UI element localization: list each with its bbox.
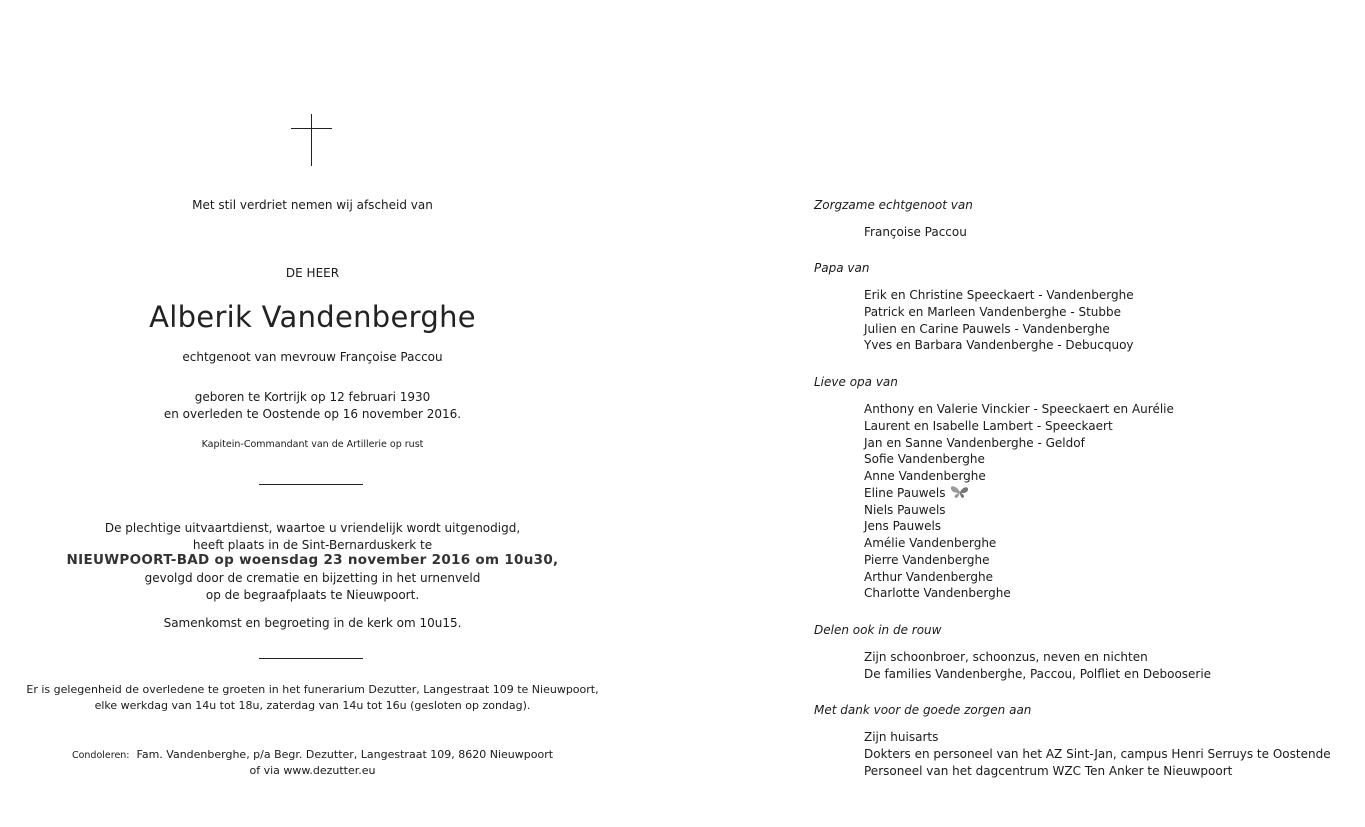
birth-line: geboren te Kortrijk op 12 februari 1930 (194, 390, 431, 404)
list-item: Jan en Sanne Vandenberghe - Geldof (864, 435, 1085, 450)
service-line-4: gevolgd door de crematie en bijzetting in het urnenveld (144, 571, 481, 585)
thanks-heading: Met dank voor de goede zorgen aan (814, 703, 1032, 717)
list-item: Charlotte Vandenberghe (864, 586, 1011, 601)
children-heading: Papa van (814, 261, 870, 275)
list-item: Pierre Vandenberghe (864, 552, 990, 567)
children-list (864, 287, 1134, 354)
list-item-label: Eline Pauwels (864, 485, 946, 500)
mourning-heading: Delen ook in de rouw (814, 623, 942, 637)
grandchildren-heading: Lieve opa van (814, 375, 898, 389)
butterfly-icon (949, 485, 971, 499)
condolences-label: Condoleren: (71, 750, 130, 761)
list-item: Zijn schoonbroer, schoonzus, neven en nichten (864, 650, 1148, 664)
list-item: Patrick en Marleen Vandenberghe - Stubbe (864, 304, 1122, 319)
visit-line-2: elke werkdag van 14u tot 18u, zaterdag van 14u tot 16u (gesloten op zondag). (94, 699, 531, 712)
list-item: De families Vandenberghe, Paccou, Polfliet en Debooserie (864, 666, 1212, 681)
list-item: Jens Pauwels (864, 519, 942, 534)
grandchildren-list (864, 401, 1174, 602)
service-line-5: op de begraafplaats te Nieuwpoort. (205, 588, 420, 602)
list-item: Françoise Paccou (864, 225, 967, 239)
list-item: Personeel van het dagcentrum WZC Ten Anker te Nieuwpoort (864, 763, 1233, 778)
death-line: en overleden te Oostende op 16 november 2016. (163, 407, 462, 421)
spouse-heading: Zorgzame echtgenoot van (814, 198, 973, 212)
intro-text: Met stil verdriet nemen wij afscheid van (192, 198, 433, 212)
list-item: Zijn huisarts (864, 730, 939, 744)
spouse-line: echtgenoot van mevrouw Françoise Paccou (182, 350, 443, 364)
list-item: Anne Vandenberghe (864, 469, 986, 483)
condolences-address: Fam. Vandenberghe, p/a Begr. Dezutter, Langestraat 109, 8620 Nieuwpoort (136, 748, 554, 761)
gathering-line: Samenkomst en begroeting in de kerk om 10u15. (163, 616, 462, 630)
list-item: Arthur Vandenberghe (864, 569, 993, 584)
list-item: Yves en Barbara Vandenberghe - Debucquoy (864, 338, 1134, 353)
list-item: Anthony en Valerie Vinckier - Speeckaert en Aurélie (864, 402, 1174, 416)
condolences-line-2: of via www.dezutter.eu (249, 764, 376, 777)
list-item: Sofie Vandenberghe (864, 452, 985, 467)
service-line-2: heeft plaats in de Sint-Bernarduskerk te (192, 538, 433, 552)
list-item: Laurent en Isabelle Lambert - Speeckaert (864, 418, 1113, 433)
list-item: Dokters en personeel van het AZ Sint-Jan, campus Henri Serruys te Oostende (864, 746, 1331, 761)
service-location: NIEUWPOORT-BAD op woensdag 23 november 2016 om 10u30, (66, 552, 559, 568)
list-item: Amélie Vandenberghe (864, 536, 997, 550)
deceased-name: Alberik Vandenberghe (149, 300, 476, 334)
list-item: Julien en Carine Pauwels - Vandenberghe (864, 321, 1110, 336)
spouse-list (864, 224, 967, 241)
rank-line: Kapitein-Commandant van de Artillerie op rust (201, 439, 424, 450)
visit-line-1: Er is gelegenheid de overledene te groeten in het funerarium Dezutter, Langestraat 109 te Nieuwpoort, (26, 683, 599, 696)
list-item: Erik en Christine Speeckaert - Vandenberghe (864, 288, 1134, 302)
list-item: Niels Pauwels (864, 502, 946, 517)
service-line-1: De plechtige uitvaartdienst, waartoe u vriendelijk wordt uitgenodigd, (104, 521, 521, 535)
thanks-list (864, 729, 1331, 779)
list-item-with-icon (864, 485, 1174, 502)
salutation: DE HEER (285, 266, 340, 280)
mourning-list (864, 649, 1211, 683)
